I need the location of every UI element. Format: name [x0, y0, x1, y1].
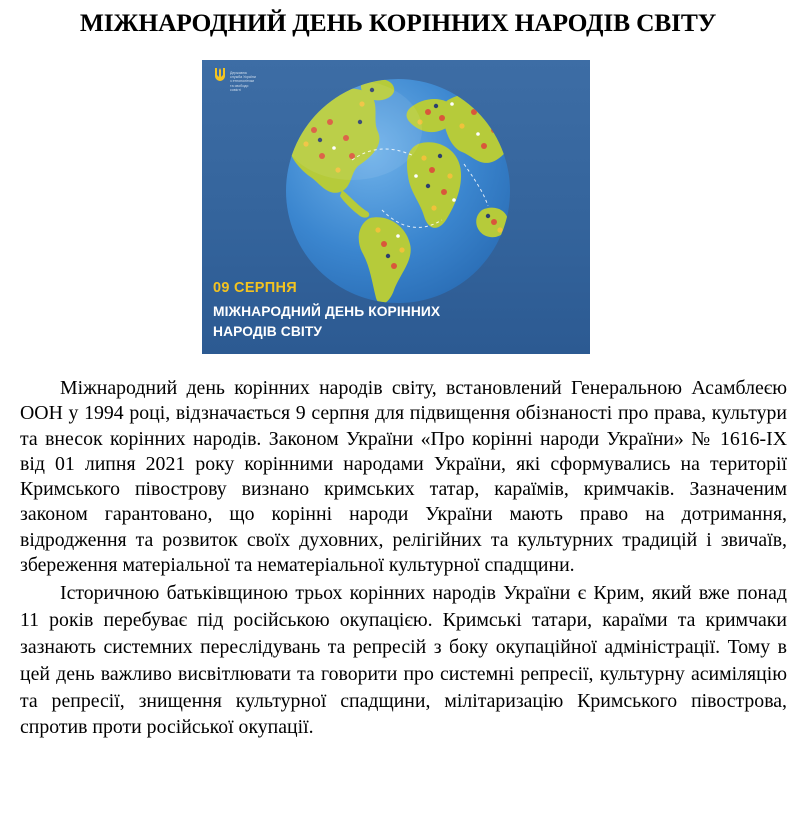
banner-caption-line-2: НАРОДІВ СВІТУ	[213, 323, 323, 339]
event-date: 09 СЕРПНЯ	[213, 280, 297, 296]
paragraph-2: Історичною батьківщиною трьох корінних народів України є Крим, який вже понад 11 років перебуває під російською окупацією. Кримські татари, караїми та кримчаки зазнають системних переслідувань та репресій з боку окупаційної адміністрації. Тому в цей день важливо висвітлювати та говорити про системні репресії, культурну асиміляцію та репресії, знищення культурної спадщини, мілітаризацію Кримського півострова, спротив проти російської окупації.	[20, 582, 787, 739]
paragraph-1: Міжнародний день корінних народів світу, встановлений Генеральною Асамблеєю ООН у 1994 році, відзначається 9 серпня для підвищення обізнаності про права, культури та внесок корінних народів. Законом України «Про корінні народи України» № 1616-IX від 01 липня 2021 року корінними народами України, які сформувались на території Кримського півострову визнано кримських татар, караїмів, кримчаків. Зазначеним законом гарантовано, що корінні народи України мають право на дотримання, відродження та розвиток своїх духовних, релігійних та культурних традицій і звичаїв, збереження матеріальної та нематеріальної культурної спадщини.	[20, 377, 787, 577]
banner-caption-line-1: МІЖНАРОДНИЙ ДЕНЬ КОРІННИХ	[213, 304, 441, 319]
article-body	[20, 376, 787, 741]
ministry-logo	[214, 67, 258, 92]
event-banner-image	[202, 60, 590, 354]
page-title: МІЖНАРОДНИЙ ДЕНЬ КОРІННИХ НАРОДІВ СВІТУ	[79, 8, 717, 37]
logo-caption: Державна служба України з етнополітики та свободи совісті	[230, 71, 256, 92]
trident-icon	[214, 67, 226, 82]
banner-caption	[213, 302, 440, 341]
